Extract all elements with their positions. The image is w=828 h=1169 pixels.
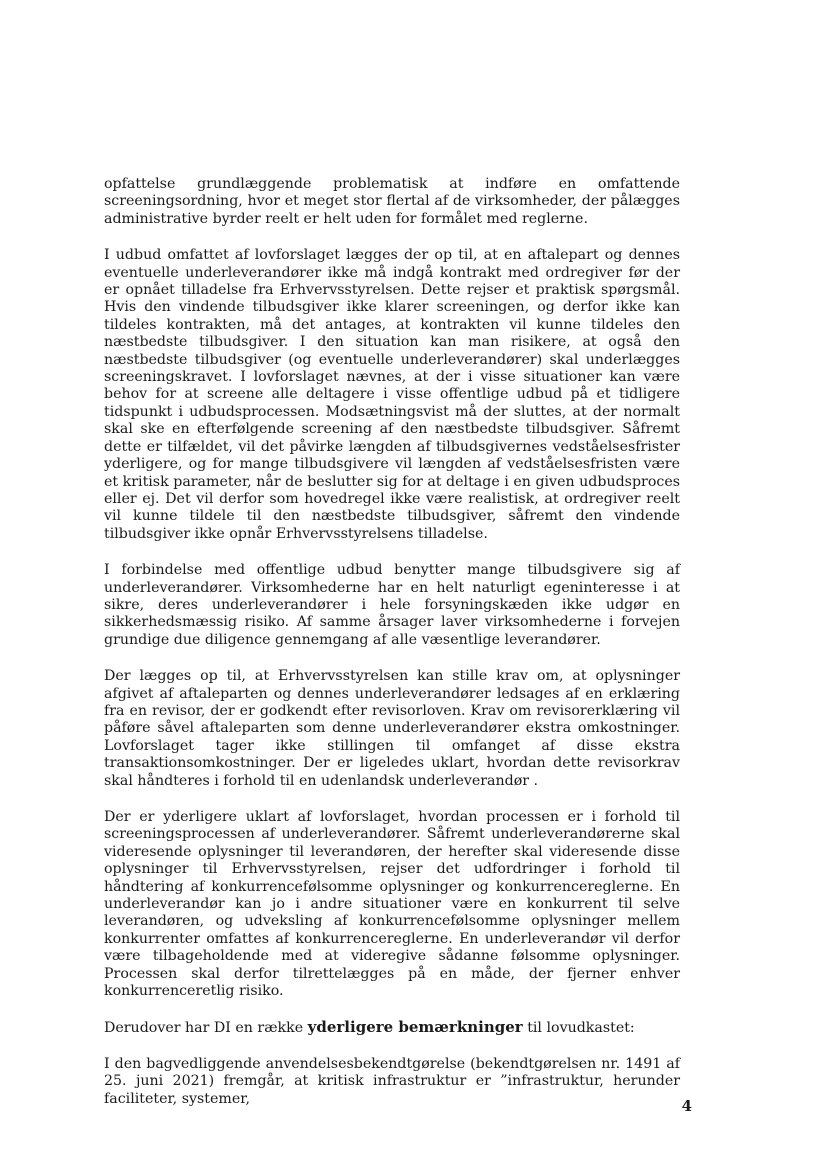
- remarks-intro-tail: til lovudkastet:: [522, 1020, 635, 1037]
- remarks-intro-bold: yderligere bemærkninger: [307, 1018, 523, 1037]
- paragraph-remarks-intro: [104, 1019, 680, 1037]
- paragraph-subcontractors: I forbindelse med offentlige udbud benytter mange tilbudsgivere sig af underleverandører. Virksomhederne har en helt naturligt egeninteresse i at sikre, deres underleverandører i hele forsyningskæden ikke udgør en sikkerhedsmæssig risiko. Af samme årsager laver virksomhederne i forvejen grundige due diligence gennemgang af alle væsentlige leverandører.: [104, 562, 680, 648]
- page-number: 4: [681, 1097, 692, 1115]
- paragraph-screening-intro: opfattelse grundlæggende problematisk at indføre en omfattende screeningsordning, hvor et meget stor flertal af de virksomheder, der pålægges administrative byrder reelt er helt uden for formålet med reglerne.: [104, 176, 680, 227]
- paragraph-competition-risk: Der er yderligere uklart af lovforslaget, hvordan processen er i forhold til screeningsprocessen af underleverandører. Såfremt underleverandørerne skal videresende oplysninger til leverandøren, der herefter skal videresende disse oplysninger til Erhvervsstyrelsen, rejser det udfordringer i forhold til håndtering af konkurrencefølsomme oplysninger og konkurrencereglerne. En underleverandør kan jo i andre situationer være en konkurrent til selve leverandøren, og udveksling af konkurrencefølsomme oplysninger mellem konkurrenter omfattes af konkurrencereglerne. En underleverandør vil derfor være tilbageholdende med at videregive sådanne følsomme oplysninger. Processen skal derfor tilrettelægges på en måde, der fjerner enhver konkurrenceretlig risiko.: [104, 809, 680, 1000]
- paragraph-auditor-statement: Der lægges op til, at Erhvervsstyrelsen kan stille krav om, at oplysninger afgivet af aftaleparten og dennes underleverandører ledsages af en erklæring fra en revisor, der er godkendt efter revisorloven. Krav om revisorerklæring vil påføre såvel aftaleparten som denne underleverandører ekstra omkostninger. Lovforslaget tager ikke stillingen til omfanget af disse ekstra transaktionsomkostninger. Der er ligeledes uklart, hvordan dette revisorkrav skal håndteres i forhold til en udenlandsk underleverandør .: [104, 668, 680, 789]
- paragraph-critical-infrastructure: I den bagvedliggende anvendelsesbekendtgørelse (bekendtgørelsen nr. 1491 af 25. juni 2021) fremgår, at kritisk infrastruktur er ”infrastruktur, herunder faciliteter, systemer,: [104, 1055, 680, 1107]
- document-body: [104, 176, 680, 1127]
- paragraph-tender-screening: I udbud omfattet af lovforslaget lægges der op til, at en aftalepart og dennes eventuelle underleverandører ikke må indgå kontrakt med ordregiver før der er opnået tilladelse fra Erhvervsstyrelsen. Dette rejser et praktisk spørgsmål. Hvis den vindende tilbudsgiver ikke klarer screeningen, og derfor ikke kan tildeles kontrakten, må det antages, at kontrakten vil kunne tildeles den næstbedste tilbudsgiver. I den situation kan man risikere, at også den næstbedste tilbudsgiver (og eventuelle underleverandører) skal underlægges screeningskravet. I lovforslaget nævnes, at der i visse situationer kan være behov for at screene alle deltagere i visse offentlige udbud på et tidligere tidspunkt i udbudsprocessen. Modsætningsvist må der sluttes, at der normalt skal ske en efterfølgende screening af den næstbedste tilbudsgiver. Såfremt dette er tilfældet, vil det påvirke længden af tilbudsgivernes vedståelsesfrister yderligere, og for mange tilbudsgivere vil længden af vedståelsesfristen være et kritisk parameter, når de beslutter sig for at deltage i en given udbudsproces eller ej. Det vil derfor som hovedregel ikke være realistisk, at ordregiver reelt vil kunne tildele til den næstbedste tilbudsgiver, såfremt den vindende tilbudsgiver ikke opnår Erhvervsstyrelsens tilladelse.: [104, 247, 680, 542]
- remarks-intro-text: Derudover har DI en række: [104, 1020, 308, 1037]
